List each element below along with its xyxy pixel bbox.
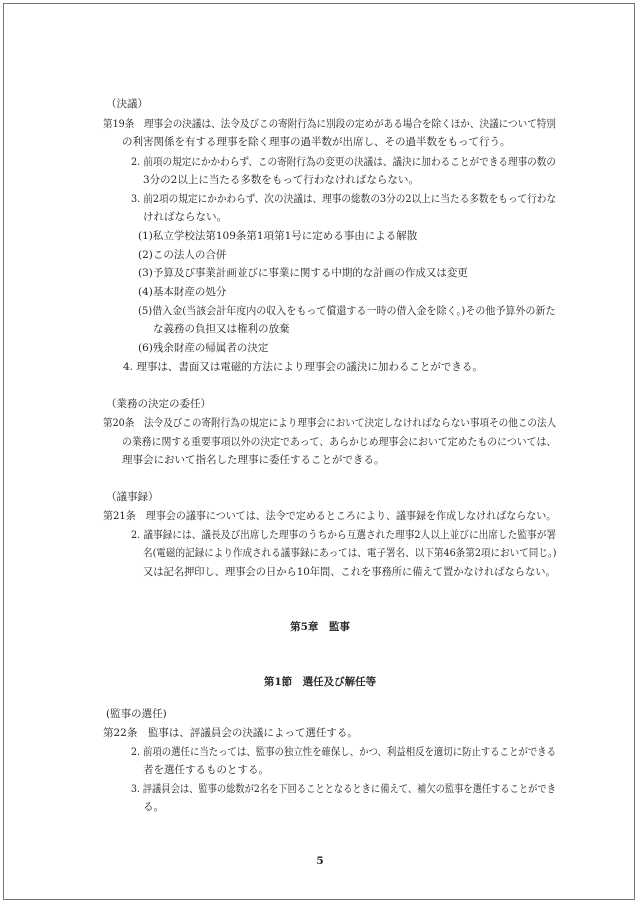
article-19-text: 第19条 理事会の決議は、法令及びこの寄附行為に別段の定めがある場合を除くほか、決議について特別 [103, 118, 556, 130]
list-item: (5)借入金(当該会計年度内の収入をもって償還する一時の借入金を除く。)その他予算外の新た [138, 305, 556, 317]
article-22-para-3: 3. 評議員会は、監事の総数が2名を下回ることとなるときに備えて、補欠の監事を選任することができ [131, 783, 556, 795]
document-page [3, 3, 635, 900]
article-22-para-2: 者を選任するものとする。 [143, 764, 269, 776]
article-22-para-2: 2. 前項の選任に当たっては、監事の独立性を確保し、かつ、利益相反を適切に防止することができる [131, 746, 557, 758]
section-title: 第1節 選任及び解任等 [263, 676, 377, 688]
page-number: 5 [316, 855, 324, 867]
article-22-heading: (監事の選任) [106, 708, 167, 720]
article-19-text: の利害関係を有する理事を除く理事の過半数が出席し、その過半数をもって行う。 [122, 136, 511, 148]
list-item: (1)私立学校法第109条第1項第1号に定める事由による解散 [138, 230, 418, 242]
article-20-text: 理事会において指名した理事に委任することができる。 [122, 454, 385, 466]
article-21-para-2: 又は記名押印し、理事会の日から10年間、これを事務所に備えて置かなければならない。 [143, 566, 556, 578]
article-20-text: の業務に関する重要事項以外の決定であって、あらかじめ理事会において定めたものについては、 [122, 436, 557, 448]
article-19-para-2: 2. 前項の規定にかかわらず、この寄附行為の変更の決議は、議決に加わることができる理事の数の [131, 156, 557, 168]
list-item: (4)基本財産の処分 [138, 286, 227, 298]
article-19-para-3: ければならない。 [143, 211, 227, 223]
article-19-para-4: 4. 理事は、書面又は電磁的方法により理事会の議決に加わることができる。 [123, 361, 483, 373]
article-20-heading: （業務の決定の委任） [106, 398, 211, 410]
article-21-para-2: 名(電磁的記録により作成される議事録にあっては、電子署名、以下第46条第2項において同じ。) [143, 547, 557, 559]
list-item: な義務の負担又は権利の放棄 [153, 323, 290, 335]
list-item: (6)残余財産の帰属者の決定 [138, 342, 269, 354]
list-item: (3)予算及び事業計画並びに事業に関する中期的な計画の作成又は変更 [138, 267, 468, 279]
article-21-text: 第21条 理事会の議事については、法令で定めるところにより、議事録を作成しなければならない。 [103, 510, 557, 522]
article-22-para-3: る。 [143, 801, 164, 813]
article-21-heading: （議事録） [106, 491, 159, 503]
article-19-para-2: 3分の2以上に当たる多数をもって行わなければならない。 [143, 174, 419, 186]
article-22-text: 第22条 監事は、評議員会の決議によって選任する。 [103, 727, 358, 739]
article-19-heading: （決議） [106, 98, 148, 110]
article-20-text: 第20条 法令及びこの寄附行為の規定により理事会において決定しなければならない事項その他この法人 [103, 417, 557, 429]
chapter-title: 第5章 監事 [290, 621, 350, 633]
article-21-para-2: 2. 議事録には、議長及び出席した理事のうちから互選された理事2人以上並びに出席した監事が署 [131, 529, 557, 541]
list-item: (2)この法人の合併 [138, 249, 227, 261]
article-19-para-3: 3. 前2項の規定にかかわらず、次の決議は、理事の総数の3分の2以上に当たる多数をもって行わな [131, 193, 557, 205]
